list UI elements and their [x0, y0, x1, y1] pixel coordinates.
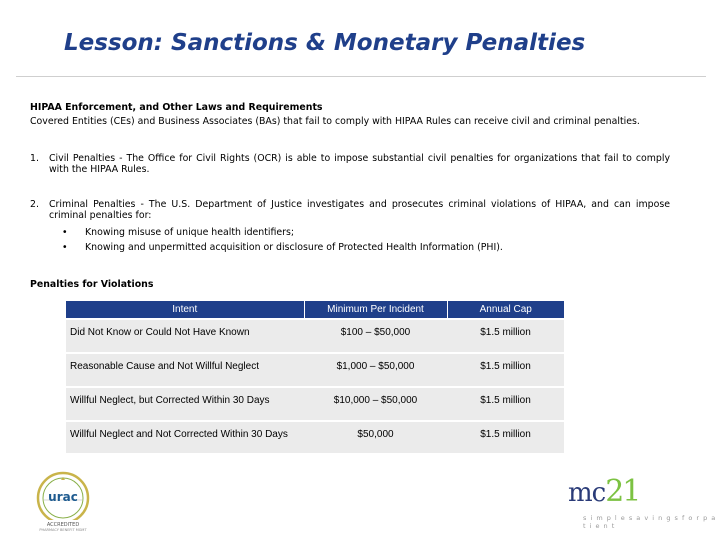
bullet-item — [62, 227, 503, 242]
table-row — [66, 353, 564, 387]
intro-text: Covered Entities (CEs) and Business Associates (BAs) that fail to comply with HIPAA Rules can receive civil and criminal penalties. — [30, 116, 640, 127]
bullet-icon: • — [62, 242, 68, 253]
bullet-text: Knowing and unpermitted acquisition or disclosure of Protected Health Information (PHI). — [85, 242, 503, 253]
cell-intent: Reasonable Cause and Not Willful Neglect — [66, 353, 304, 387]
list-item-text: Civil Penalties - The Office for Civil Rights (OCR) is able to impose substantial civil penalties for organizations that fail to comply with the HIPAA Rules. — [49, 153, 670, 175]
list-number: 2. — [30, 199, 39, 210]
list-number: 1. — [30, 153, 39, 164]
brand-mc-text: mc — [568, 478, 606, 508]
svg-text:PHARMACY BENEFIT MGMT: PHARMACY BENEFIT MGMT — [39, 528, 87, 532]
cell-minimum: $1,000 – $50,000 — [304, 353, 447, 387]
table-row — [66, 319, 564, 353]
cell-intent: Did Not Know or Could Not Have Known — [66, 319, 304, 353]
title-divider — [16, 76, 706, 77]
svg-text:ACCREDITED: ACCREDITED — [46, 522, 80, 528]
column-header-annual-cap: Annual Cap — [447, 301, 564, 319]
column-header-intent: Intent — [66, 301, 304, 319]
table-row — [66, 421, 564, 453]
bullet-text: Knowing misuse of unique health identifiers; — [85, 227, 295, 238]
svg-text:urac: urac — [48, 490, 78, 504]
cell-annual-cap: $1.5 million — [447, 387, 564, 421]
list-item-text: Criminal Penalties - The U.S. Department of Justice investigates and prosecutes criminal violations of HIPAA, and can impose criminal penalties for: — [49, 199, 670, 221]
cell-intent: Willful Neglect, but Corrected Within 30 Days — [66, 387, 304, 421]
penalties-table — [66, 301, 564, 453]
cell-minimum: $10,000 – $50,000 — [304, 387, 447, 421]
cell-intent: Willful Neglect and Not Corrected Within 30 Days — [66, 421, 304, 453]
brand-tagline: s i m p l e s a v i n g s f o r p a t i e n t — [583, 514, 717, 530]
mc21-logo — [568, 474, 639, 509]
table-row — [66, 387, 564, 421]
cell-minimum: $50,000 — [304, 421, 447, 453]
intro-heading: HIPAA Enforcement, and Other Laws and Requirements — [30, 102, 323, 113]
list-item-civil-penalties — [30, 153, 670, 175]
penalties-heading: Penalties for Violations — [30, 279, 154, 290]
slide-title: Lesson: Sanctions & Monetary Penalties — [64, 30, 586, 56]
brand-21-text: 21 — [605, 474, 640, 509]
bullet-item — [62, 242, 503, 257]
cell-annual-cap: $1.5 million — [447, 353, 564, 387]
cell-minimum: $100 – $50,000 — [304, 319, 447, 353]
cell-annual-cap: $1.5 million — [447, 319, 564, 353]
bullet-list — [62, 227, 503, 257]
urac-seal-logo — [30, 470, 96, 532]
list-item-criminal-penalties — [30, 199, 670, 221]
cell-annual-cap: $1.5 million — [447, 421, 564, 453]
intro-section — [30, 101, 690, 129]
column-header-minimum: Minimum Per Incident — [304, 301, 447, 319]
table-header-row — [66, 301, 564, 319]
bullet-icon: • — [62, 227, 68, 238]
